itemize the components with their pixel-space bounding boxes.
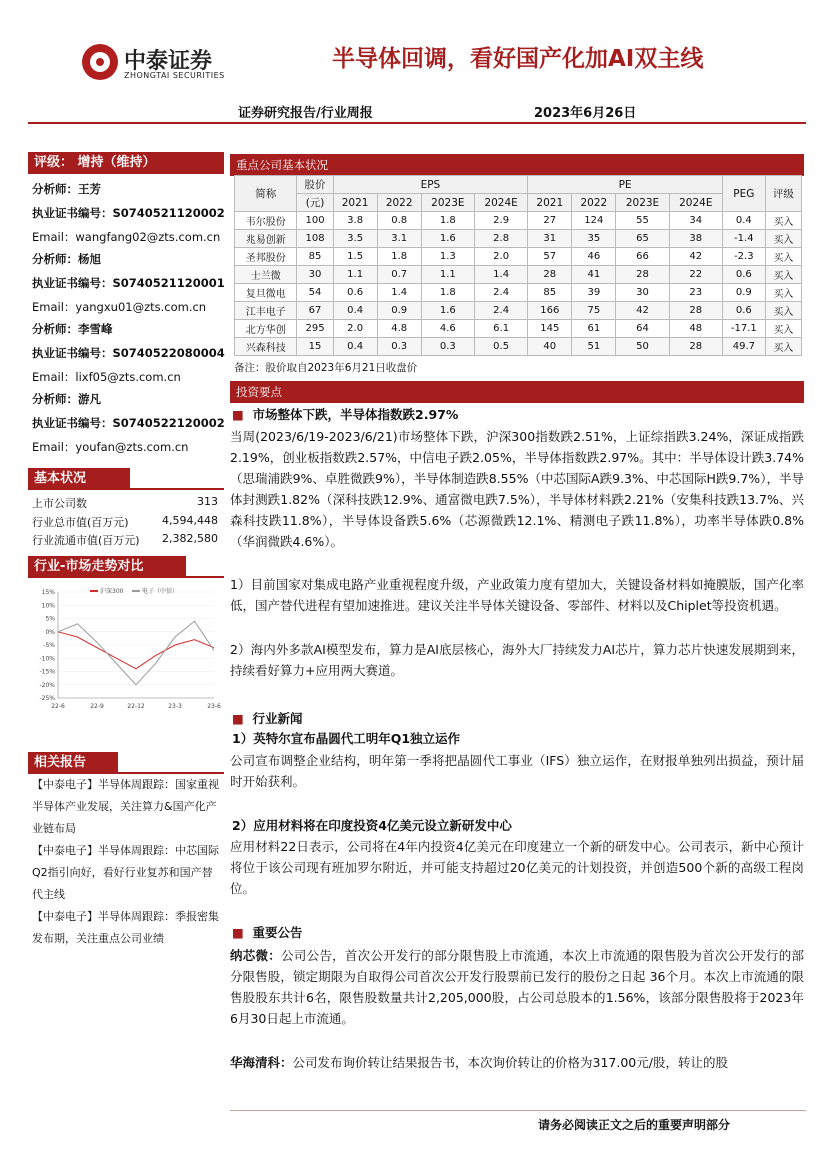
table-cell: 1.8: [421, 284, 474, 302]
report-type: 证券研究报告/行业周报: [238, 106, 373, 121]
table-cell: 0.9: [722, 284, 765, 302]
table-cell: 1.1: [421, 266, 474, 284]
table-cell: 1.1: [333, 266, 377, 284]
invest-para-1: 当周(2023/6/19-2023/6/21)市场整体下跌，沪深300指数跌2.51%，上证综指跌3.24%，深证成指跌2.19%，创业板指数跌2.57%，中信电子跌2.05%，半导体指数跌2.97%。其中：半导体设计跌3.74%（思瑞浦跌9%、卓胜微跌9%），半导体制造跌8.55%（中芯国际A跌9.3%、中芯国际H跌9.7%），半导体封测跌1.82%（深科技跌12.9%、通富微电跌7.5%），半导体材料跌2.21%（安集科技跌13.7%、兴森科技跌11.8%），半导体设备跌5.6%（芯源微跌12.1%、精测电子跌11.8%），功率半导体跌0.8%（华润微跌4.6%）。: [230, 429, 804, 549]
table-cell: 49.7: [722, 338, 765, 356]
table-cell: 51: [572, 338, 616, 356]
table-cell: 士兰微: [235, 266, 297, 284]
legend-label-1: 沪深300: [100, 588, 124, 595]
table-cell: 124: [572, 212, 616, 230]
brand-cn: 中泰证券: [124, 49, 213, 74]
table-cell: 23: [669, 284, 722, 302]
x-tick-label: 22-9: [90, 703, 104, 710]
y-tick-label: -10%: [39, 655, 55, 663]
table-cell: 4.8: [377, 320, 421, 338]
table-cell: 买入: [765, 284, 801, 302]
col-year: 2024E: [669, 194, 722, 212]
table-cell: 75: [572, 302, 616, 320]
table-cell: 3.1: [377, 230, 421, 248]
table-cell: 22: [669, 266, 722, 284]
col-year: 2023E: [421, 194, 474, 212]
stat-row: 行业流通市值(百万元) 2,382,580: [32, 532, 218, 547]
legend-label-2: 电子（中信）: [142, 588, 179, 595]
table-cell: 15: [297, 338, 333, 356]
trend-chart: [28, 582, 224, 718]
legend-swatch-1: [90, 590, 98, 592]
x-tick-label: 22-12: [127, 703, 145, 710]
related-report[interactable]: 【中泰电子】半导体周跟踪：国家重视半导体产业发展，关注算力&国产化产业链布局: [32, 778, 219, 835]
analyst-3-name: 分析师：李雪峰: [32, 322, 113, 336]
table-cell: 35: [572, 230, 616, 248]
table-cell: 兆易创新: [235, 230, 297, 248]
table-cell: 1.6: [421, 302, 474, 320]
table-row: [235, 338, 802, 356]
footer-rule: [230, 1110, 806, 1111]
analyst-3-email[interactable]: Email：lixf05@zts.com.cn: [32, 370, 181, 384]
table-cell: 买入: [765, 230, 801, 248]
square-bullet-icon: ■: [232, 407, 244, 422]
table-row: [235, 284, 802, 302]
table-cell: 30: [297, 266, 333, 284]
basic-info-heading: 基本状况: [28, 468, 130, 490]
y-tick-label: 0%: [45, 628, 55, 636]
table-cell: -1.4: [722, 230, 765, 248]
trend-heading: 行业-市场走势对比: [28, 556, 186, 578]
table-note: 备注：股价取自2023年6月21日收盘价: [234, 362, 418, 374]
legend-swatch-2: [132, 590, 140, 592]
table-cell: 2.8: [474, 230, 527, 248]
table-cell: 295: [297, 320, 333, 338]
table-cell: 0.4: [722, 212, 765, 230]
col-rating: 评级: [765, 176, 801, 212]
table-row: [235, 266, 802, 284]
table-cell: 38: [669, 230, 722, 248]
table-cell: 28: [669, 302, 722, 320]
stat-row: 行业总市值(百万元) 4,594,448: [32, 514, 218, 529]
col-year: 2024E: [474, 194, 527, 212]
table-cell: 买入: [765, 338, 801, 356]
table-cell: 4.6: [421, 320, 474, 338]
table-cell: 0.3: [421, 338, 474, 356]
report-date: 2023年6月26日: [534, 106, 637, 121]
table-cell: 2.4: [474, 284, 527, 302]
table-cell: 3.5: [333, 230, 377, 248]
table-cell: 1.6: [421, 230, 474, 248]
table-cell: -17.1: [722, 320, 765, 338]
table-cell: 买入: [765, 302, 801, 320]
col-pe: PE: [528, 176, 723, 194]
table-cell: 100: [297, 212, 333, 230]
news-heading: ■ 行业新闻: [232, 711, 303, 726]
table-cell: 0.9: [377, 302, 421, 320]
analyst-1-cert: 执业证书编号：S0740521120002: [32, 206, 225, 220]
announce-heading: ■ 重要公告: [232, 925, 303, 940]
table-cell: 57: [528, 248, 572, 266]
col-price-unit: (元): [297, 194, 333, 212]
col-year: 2021: [528, 194, 572, 212]
table-cell: 85: [528, 284, 572, 302]
table-cell: 兴森科技: [235, 338, 297, 356]
series-line-2: [58, 621, 214, 685]
table-cell: 61: [572, 320, 616, 338]
invest-subhead: ■ 市场整体下跌，半导体指数跌2.97%: [232, 407, 459, 422]
table-row: [235, 302, 802, 320]
news-1-title: 1）英特尔宣布晶圆代工明年Q1独立运作: [232, 731, 461, 746]
logo-dot: [96, 58, 104, 66]
analyst-2-name: 分析师：杨旭: [32, 252, 101, 266]
table-cell: 3.8: [333, 212, 377, 230]
table-cell: 0.6: [333, 284, 377, 302]
table-cell: 30: [616, 284, 669, 302]
invest-heading: 投资要点: [230, 381, 804, 403]
x-tick-label: 23-6: [207, 703, 221, 710]
table-cell: 34: [669, 212, 722, 230]
col-year: 2023E: [616, 194, 669, 212]
announce-2: 华海清科：公司发布询价转让结果报告书，本次询价转让的价格为317.00元/股，转让的股: [230, 1055, 728, 1070]
analyst-2-email[interactable]: Email：yangxu01@zts.com.cn: [32, 300, 207, 314]
table-cell: 166: [528, 302, 572, 320]
table-cell: 46: [572, 248, 616, 266]
x-tick-label: 23-3: [168, 703, 182, 710]
table-cell: 0.4: [333, 338, 377, 356]
table-row: [235, 248, 802, 266]
y-tick-label: -25%: [39, 695, 55, 702]
series-line-1: [58, 632, 214, 669]
table-cell: 2.0: [333, 320, 377, 338]
col-year: 2022: [572, 194, 616, 212]
table-cell: 买入: [765, 212, 801, 230]
table-cell: 42: [669, 248, 722, 266]
analyst-4-email[interactable]: Email：youfan@zts.com.cn: [32, 440, 189, 454]
col-year: 2021: [333, 194, 377, 212]
table-cell: 2.9: [474, 212, 527, 230]
key-companies-heading: 重点公司基本状况: [230, 154, 804, 176]
table-cell: 1.3: [421, 248, 474, 266]
table-cell: 145: [528, 320, 572, 338]
table-cell: 复旦微电: [235, 284, 297, 302]
table-cell: 买入: [765, 320, 801, 338]
table-cell: 66: [616, 248, 669, 266]
table-row: [235, 230, 802, 248]
table-cell: 55: [616, 212, 669, 230]
invest-para-2: 1）目前国家对集成电路产业重视程度升级，产业政策力度有望加大，关键设备材料如掩膜版，国产化率低，国产替代进程有望加速推进。建议关注半导体关键设备、零部件、材料以及Chiplet等投资机遇。: [230, 577, 804, 613]
table-cell: 1.4: [377, 284, 421, 302]
table-cell: 0.4: [333, 302, 377, 320]
table-cell: 0.7: [377, 266, 421, 284]
table-cell: 48: [669, 320, 722, 338]
y-tick-label: 5%: [45, 615, 55, 623]
table-row: [235, 320, 802, 338]
table-cell: 50: [616, 338, 669, 356]
table-cell: 39: [572, 284, 616, 302]
table-cell: 1.4: [474, 266, 527, 284]
table-cell: 1.8: [421, 212, 474, 230]
table-cell: 31: [528, 230, 572, 248]
stat-row: 上市公司数 313: [32, 495, 218, 510]
table-cell: 1.5: [333, 248, 377, 266]
y-tick-label: -5%: [43, 642, 55, 649]
table-cell: 28: [616, 266, 669, 284]
brand-en: ZHONGTAI SECURITIES: [124, 71, 225, 80]
news-1-text: 公司宣布调整企业结构，明年第一季将把晶圆代工事业（IFS）独立运作，在财报单独列出损益，预计届时开始获利。: [230, 753, 804, 789]
analyst-4-cert: 执业证书编号：S0740522120002: [32, 416, 225, 430]
table-cell: 41: [572, 266, 616, 284]
table-cell: 0.6: [722, 302, 765, 320]
table-cell: 54: [297, 284, 333, 302]
table-cell: 圣邦股份: [235, 248, 297, 266]
table-cell: 42: [616, 302, 669, 320]
x-tick-label: 22-6: [51, 703, 65, 710]
col-price: 股价: [297, 176, 333, 194]
trend-rule: [28, 576, 224, 578]
table-cell: 买入: [765, 248, 801, 266]
table-cell: 韦尔股份: [235, 212, 297, 230]
square-bullet-icon: ■: [232, 925, 244, 940]
invest-para-3: 2）海内外多款AI模型发布，算力是AI底层核心，海外大厂持续发力AI芯片，算力芯片快速发展期到来，持续看好算力+应用两大赛道。: [230, 642, 804, 678]
analyst-1-email[interactable]: Email：wangfang02@zts.com.cn: [32, 230, 221, 244]
y-tick-label: 10%: [41, 602, 55, 610]
table-cell: 85: [297, 248, 333, 266]
table-cell: 27: [528, 212, 572, 230]
table-cell: 67: [297, 302, 333, 320]
table-cell: 28: [528, 266, 572, 284]
analyst-2-cert: 执业证书编号：S0740521120001: [32, 276, 225, 290]
y-tick-label: 15%: [41, 589, 55, 596]
table-cell: 64: [616, 320, 669, 338]
news-2-title: 2）应用材料将在印度投资4亿美元设立新研发中心: [232, 818, 512, 833]
square-bullet-icon: ■: [232, 711, 244, 726]
table-cell: 40: [528, 338, 572, 356]
key-companies-table: [234, 175, 802, 356]
table-cell: 0.8: [377, 212, 421, 230]
table-cell: 0.3: [377, 338, 421, 356]
table-cell: 北方华创: [235, 320, 297, 338]
col-name: 简称: [235, 176, 297, 212]
table-cell: -2.3: [722, 248, 765, 266]
table-cell: 6.1: [474, 320, 527, 338]
table-cell: 2.4: [474, 302, 527, 320]
col-year: 2022: [377, 194, 421, 212]
table-cell: 江丰电子: [235, 302, 297, 320]
y-tick-label: -20%: [39, 681, 55, 689]
table-cell: 1.8: [377, 248, 421, 266]
analyst-4-name: 分析师：游凡: [32, 392, 101, 406]
analyst-1-name: 分析师：王芳: [32, 182, 101, 196]
table-cell: 0.6: [722, 266, 765, 284]
related-report[interactable]: 【中泰电子】半导体周跟踪：中芯国际Q2指引向好，看好行业复苏和国产替代主线: [32, 844, 219, 901]
table-cell: 2.0: [474, 248, 527, 266]
news-2-text: 应用材料22日表示，公司将在4年内投资4亿美元在印度建立一个新的研发中心。公司表示，新中心预计将位于该公司现有班加罗尔附近，并可能支持超过20亿美元的计划投资，并创造500个新的高级工程岗位。: [230, 839, 804, 896]
col-peg: PEG: [722, 176, 765, 212]
basic-info-rule: [28, 488, 224, 490]
report-title: 半导体回调，看好国产化加AI双主线: [332, 46, 704, 72]
announce-1: 纳芯微：公司公告，首次公开发行的部分限售股上市流通，本次上市流通的限售股为首次公开发行的部分限售股，锁定期限为自取得公司首次公开发行股票前已发行的股份之日起 36个月。本次上市流通的限售股股东共计6名，限售股数量共计2,205,000股，占公司总股本的1.56%，该部分限售股将于2023年6月30日起上市流通。: [230, 948, 804, 1026]
table-cell: 买入: [765, 266, 801, 284]
rating-badge: 评级： 增持（维持）: [28, 152, 224, 174]
table-cell: 0.5: [474, 338, 527, 356]
table-cell: 28: [669, 338, 722, 356]
col-eps: EPS: [333, 176, 528, 194]
footer-disclaimer: 请务必阅读正文之后的重要声明部分: [538, 1118, 731, 1132]
table-cell: 65: [616, 230, 669, 248]
analyst-3-cert: 执业证书编号：S0740522080004: [32, 346, 225, 360]
related-report[interactable]: 【中泰电子】半导体周跟踪：季报密集发布期，关注重点公司业绩: [32, 910, 219, 945]
table-row: [235, 212, 802, 230]
header-rule: [28, 122, 806, 124]
related-heading: 相关报告: [28, 752, 118, 774]
y-tick-label: -15%: [39, 668, 55, 676]
table-cell: 108: [297, 230, 333, 248]
